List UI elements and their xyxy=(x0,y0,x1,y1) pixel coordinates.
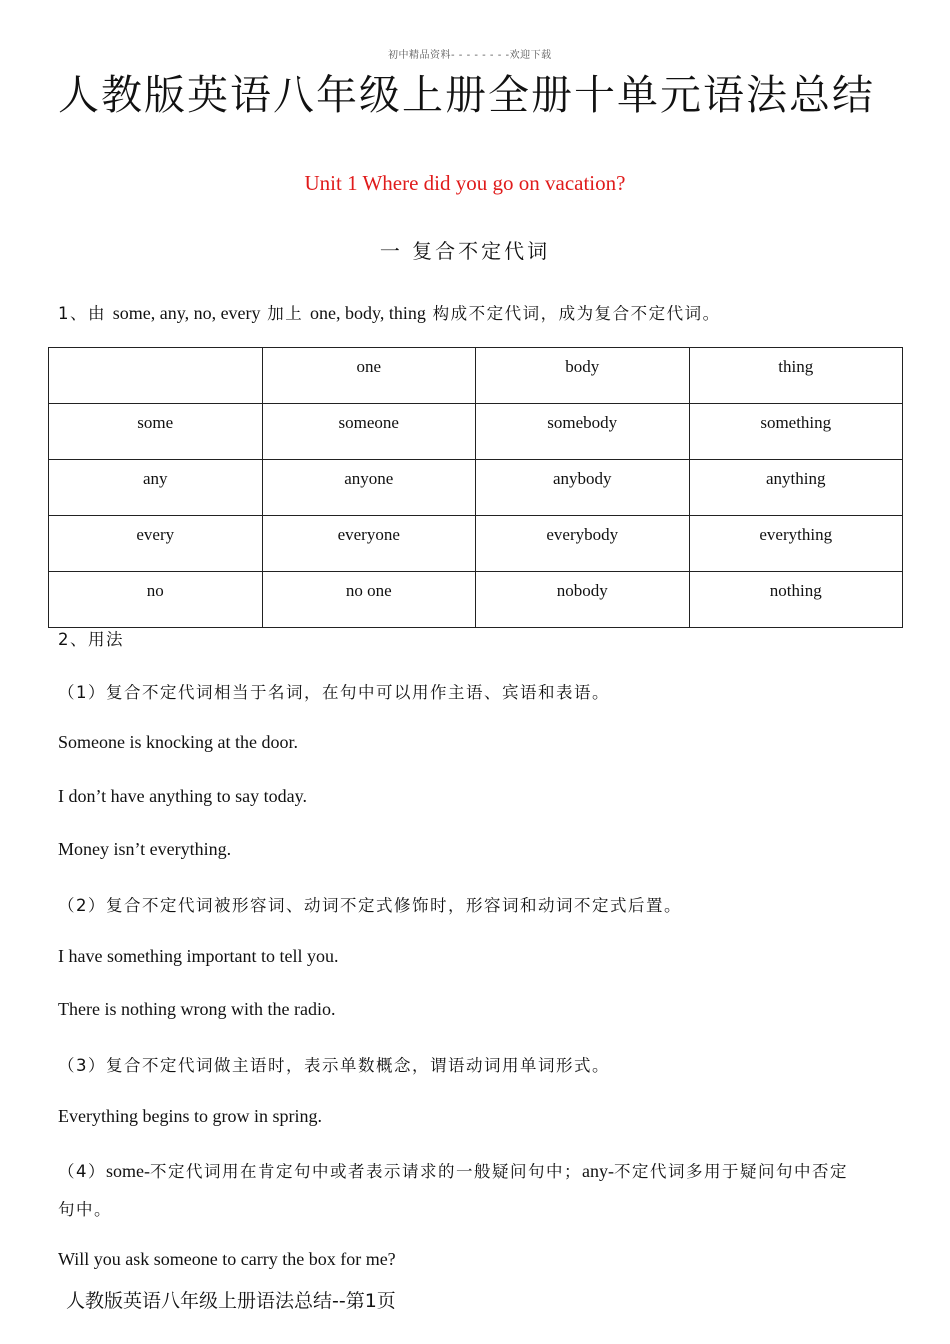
example-sentence: I have something important to tell you. xyxy=(58,946,339,966)
table-cell: thing xyxy=(689,348,903,404)
table-cell: everybody xyxy=(476,516,690,572)
table-cell xyxy=(49,348,263,404)
point-2-heading: 2、用法 xyxy=(58,630,124,649)
table-row xyxy=(49,460,903,516)
rule-4-text-b: some- xyxy=(106,1161,150,1181)
table-cell: something xyxy=(689,404,903,460)
rule-3: （3）复合不定代词做主语时，表示单数概念，谓语动词用单词形式。 xyxy=(58,1056,610,1075)
compound-pronoun-table xyxy=(48,347,903,628)
rule-2: （2）复合不定代词被形容词、动词不定式修饰时，形容词和动词不定式后置。 xyxy=(58,896,682,915)
table-row xyxy=(49,572,903,628)
example-sentence: Will you ask someone to carry the box for me? xyxy=(58,1249,396,1269)
table-cell: no xyxy=(49,572,263,628)
table-cell: everyone xyxy=(262,516,476,572)
table-cell: any xyxy=(49,460,263,516)
document-title: 人教版英语八年级上册全册十单元语法总结 xyxy=(58,71,875,119)
table-cell: someone xyxy=(262,404,476,460)
rule-4-continuation: 句中。 xyxy=(58,1200,112,1219)
rule-4-text-a: （4） xyxy=(58,1162,106,1181)
page-footer: 人教版英语八年级上册语法总结--第1页 xyxy=(66,1290,396,1312)
table-cell: no one xyxy=(262,572,476,628)
section-heading: 一 复合不定代词 xyxy=(379,239,551,263)
table-cell: body xyxy=(476,348,690,404)
point-1-text-e: 构成不定代词，成为复合不定代词。 xyxy=(425,304,721,323)
example-sentence: I don’t have anything to say today. xyxy=(58,786,307,806)
point-1-paragraph xyxy=(58,300,721,324)
table-cell: everything xyxy=(689,516,903,572)
example-sentence: There is nothing wrong with the radio. xyxy=(58,999,336,1019)
table-cell: some xyxy=(49,404,263,460)
watermark-header: 初中精品资料- - - - - - - -欢迎下载 xyxy=(388,50,552,61)
point-1-text-c: 加上 xyxy=(260,304,311,323)
table-cell: anyone xyxy=(262,460,476,516)
table-body xyxy=(49,348,903,628)
table-cell: anybody xyxy=(476,460,690,516)
point-1-text-b: some, any, no, every xyxy=(112,303,261,323)
table-cell: every xyxy=(49,516,263,572)
table-cell: nothing xyxy=(689,572,903,628)
table-cell: anything xyxy=(689,460,903,516)
table-cell: nobody xyxy=(476,572,690,628)
rule-1: （1）复合不定代词相当于名词，在句中可以用作主语、宾语和表语。 xyxy=(58,683,610,702)
example-sentence: Everything begins to grow in spring. xyxy=(58,1106,322,1126)
rule-4-text-c: 不定代词用在肯定句中或者表示请求的一般疑问句中； xyxy=(150,1162,582,1181)
table-row xyxy=(49,516,903,572)
example-sentence: Money isn’t everything. xyxy=(58,839,232,859)
table-cell: somebody xyxy=(476,404,690,460)
example-sentence: Someone is knocking at the door. xyxy=(58,732,298,752)
rule-4-text-e: 不定代词多用于疑问句中否定 xyxy=(613,1162,848,1181)
table-header-row xyxy=(49,348,903,404)
table-row xyxy=(49,404,903,460)
rule-4-text-d: any- xyxy=(582,1161,614,1181)
point-1-text-d: one, body, thing xyxy=(310,303,426,323)
table-cell: one xyxy=(262,348,476,404)
point-1-text-a: 1、由 xyxy=(58,304,113,323)
unit-title: Unit 1 Where did you go on vacation? xyxy=(304,171,626,195)
rule-4 xyxy=(58,1158,848,1182)
